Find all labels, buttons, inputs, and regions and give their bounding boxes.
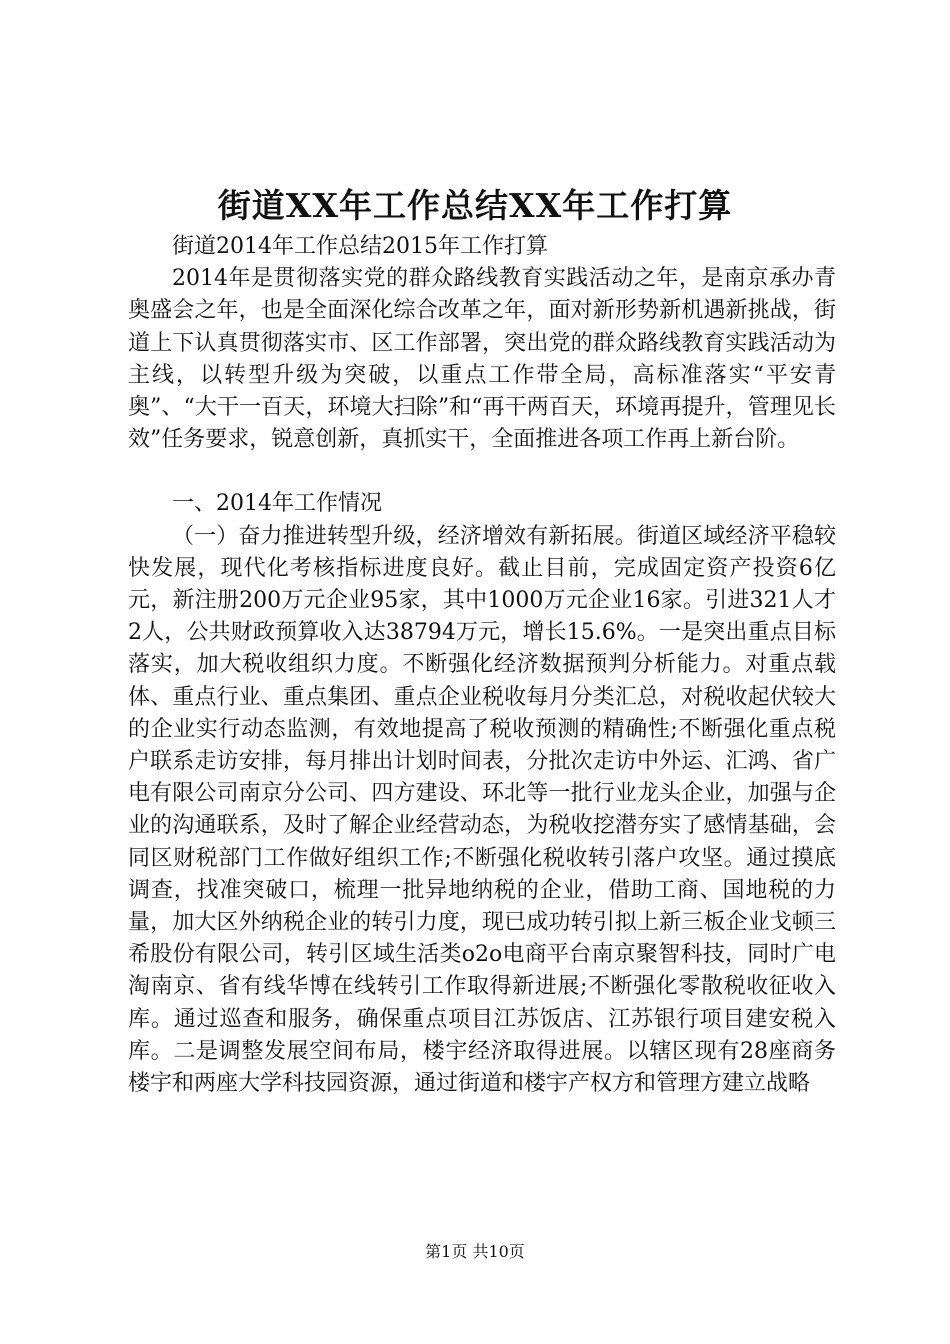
document-body [128, 231, 836, 1100]
section-heading: 一、2014年工作情况 [172, 491, 382, 517]
paragraph-intro: 2014年是贯彻落实党的群众路线教育实践活动之年，是南京承办青奥盛会之年，也是全面深化综合改革之年，面对新形势新机遇新挑战，街道上下认真贯彻落实市、区工作部署，突出党的群众路线教育实践活动为主线，以转型升级为突破，以重点工作带全局，高标准落实“平安青奥”、“大干一百天，环境大扫除”和“再干两百天，环境再提升，管理见长效”任务要求，锐意创新，真抓实干，全面推进各项工作再上新台阶。 [128, 266, 836, 453]
paragraph-economy: （一）奋力推进转型升级，经济增效有新拓展。街道区域经济平稳较快发展，现代化考核指标进度良好。截止目前，完成固定资产投资6亿元，新注册200万元企业95家，其中1000万元企业16家。引进321人才2人，公共财政预算收入达38794万元，增长15.6%。一是突出重点目标落实，加大税收组织力度。不断强化经济数据预判分析能力。对重点载体、重点行业、重点集团、重点企业税收每月分类汇总，对税收起伏较大的企业实行动态监测，有效地提高了税收预测的精确性;不断强化重点税户联系走访安排，每月排出计划时间表，分批次走访中外运、汇鸿、省广电有限公司南京分公司、四方建设、环北等一批行业龙头企业，加强与企业的沟通联系，及时了解企业经营动态，为税收挖潜夯实了感情基础，会同区财税部门工作做好组织工作;不断强化税收转引落户攻坚。通过摸底调查，找准突破口，梳理一批异地纳税的企业，借助工商、国地税的力量，加大区外纳税企业的转引力度，现已成功转引拟上新三板企业戈顿三希股份有限公司，转引区域生活类o2o电商平台南京聚智科技，同时广电淘南京、省有线华博在线转引工作取得新进展;不断强化零散税收征收入库。通过巡查和服务，确保重点项目江苏饭店、江苏银行项目建安税入库。二是调整发展空间布局，楼宇经济取得进展。以辖区现有28座商务楼宇和两座大学科技园资源，通过街道和楼宇产权方和管理方建立战略 [128, 523, 836, 1097]
document-title: 街道XX年工作总结XX年工作打算 [217, 186, 733, 225]
page-footer: 第1页 共10页 [425, 1242, 525, 1261]
document-subtitle: 街道2014年工作总结2015年工作打算 [172, 234, 548, 259]
